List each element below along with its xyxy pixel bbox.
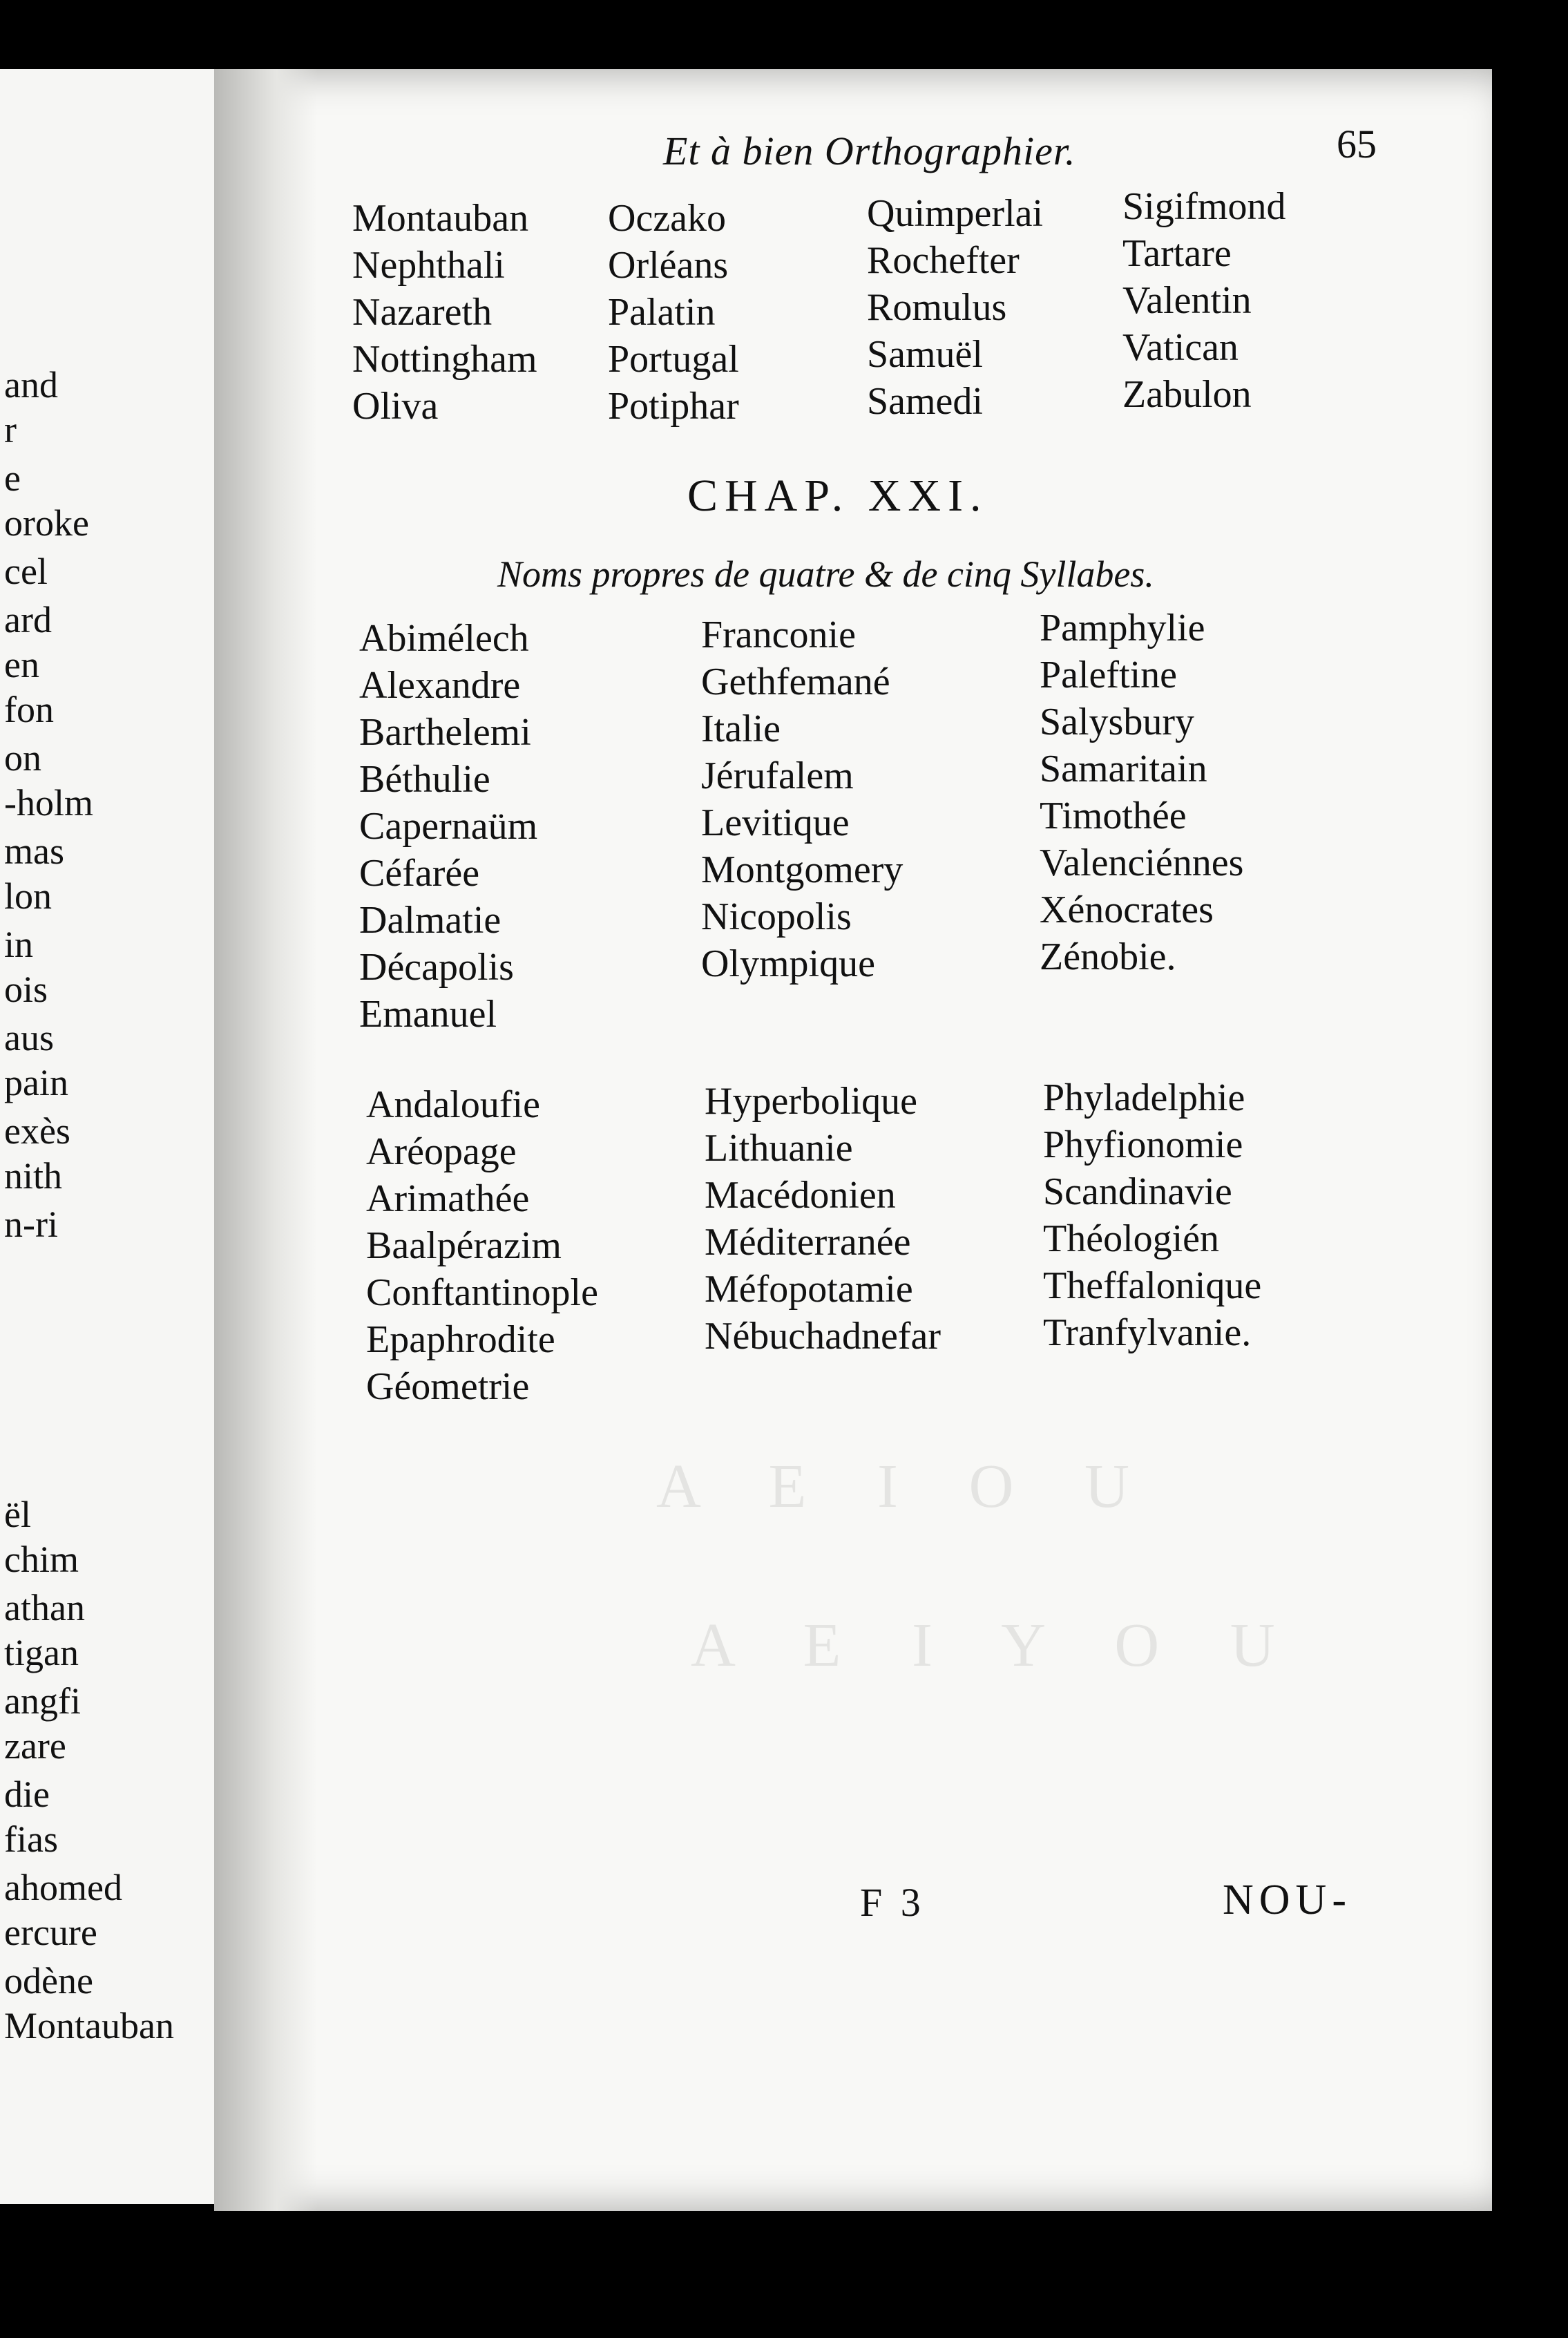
list-item: Valentin xyxy=(1122,279,1252,322)
list-item: Pamphylie xyxy=(1040,607,1205,649)
list-item: Nottingham xyxy=(352,338,537,381)
list-item: Macédonien xyxy=(705,1174,896,1217)
list-item: Valenciénnes xyxy=(1040,842,1244,884)
list-item: Zénobie. xyxy=(1040,935,1176,978)
list-item: Oczako xyxy=(608,197,727,240)
left-page-word: exès xyxy=(4,1110,70,1152)
left-page-word: Montauban xyxy=(4,2005,174,2046)
left-page-word: athan xyxy=(4,1587,85,1628)
list-item: Nazareth xyxy=(352,291,493,334)
list-item: Barthelemi xyxy=(359,711,531,754)
list-item: Céfarée xyxy=(359,852,480,895)
left-page-word: fias xyxy=(4,1818,58,1860)
list-item: Zabulon xyxy=(1122,373,1252,416)
left-page-word: on xyxy=(4,737,41,779)
list-item: Samuël xyxy=(867,333,983,376)
left-page-word: mas xyxy=(4,830,64,872)
list-item: Méditerranée xyxy=(705,1221,911,1264)
five-syllable-column-1 xyxy=(366,1081,598,1410)
top-list-column-2 xyxy=(608,195,739,430)
left-page-word: n-ri xyxy=(4,1204,58,1245)
list-item: Conftantinople xyxy=(366,1271,598,1314)
top-list-column-4 xyxy=(1122,183,1285,418)
list-item: Potiphar xyxy=(608,385,739,428)
left-page-word: and xyxy=(4,364,58,406)
left-page-word: oroke xyxy=(4,502,89,544)
chapter-title: CHAP. XXI. xyxy=(687,471,988,521)
list-item: Hyperbolique xyxy=(705,1080,917,1123)
list-item: Gethfemané xyxy=(701,660,890,703)
list-item: Portugal xyxy=(608,338,739,381)
left-page-word: angfi xyxy=(4,1680,81,1722)
list-item: Epaphrodite xyxy=(366,1318,555,1361)
left-page-word: ël xyxy=(4,1494,31,1535)
page-number: 65 xyxy=(1337,122,1377,167)
four-syllable-column-2 xyxy=(701,611,903,987)
five-syllable-column-3 xyxy=(1043,1074,1261,1356)
left-page-word: in xyxy=(4,924,34,965)
left-page-word: ahomed xyxy=(4,1867,122,1908)
list-item: Orléans xyxy=(608,244,729,287)
left-page-word: tigan xyxy=(4,1632,79,1673)
book-spine-shadow xyxy=(214,69,318,2211)
left-page-word: r xyxy=(4,409,17,450)
left-page-word: e xyxy=(4,457,21,499)
five-syllable-column-2 xyxy=(705,1078,941,1360)
list-item: Lithuanie xyxy=(705,1127,853,1170)
list-item: Romulus xyxy=(867,286,1007,329)
left-page-word: pain xyxy=(4,1062,68,1103)
list-item: Arimathée xyxy=(366,1177,530,1220)
list-item: Capernaüm xyxy=(359,805,538,848)
left-page-word: die xyxy=(4,1774,50,1815)
list-item: Géometrie xyxy=(366,1365,530,1408)
list-item: Jérufalem xyxy=(701,754,854,797)
left-page-word: lon xyxy=(4,875,52,917)
left-page-word: ard xyxy=(4,599,52,640)
left-page-word: -holm xyxy=(4,782,93,824)
list-item: Andaloufie xyxy=(366,1083,540,1126)
list-item: Tartare xyxy=(1122,232,1232,275)
left-page-word: ois xyxy=(4,969,48,1010)
list-item: Abimélech xyxy=(359,617,529,660)
list-item: Méfopotamie xyxy=(705,1268,913,1311)
left-page-word: en xyxy=(4,644,39,685)
list-item: Rochefter xyxy=(867,239,1020,282)
list-item: Italie xyxy=(701,707,781,750)
list-item: Sigifmond xyxy=(1122,185,1286,228)
list-item: Palatin xyxy=(608,291,716,334)
list-item: Vatican xyxy=(1122,326,1239,369)
list-item: Samedi xyxy=(867,380,983,423)
list-item: Phyfionomie xyxy=(1043,1123,1243,1166)
list-item: Scandinavie xyxy=(1043,1170,1232,1213)
list-item: Xénocrates xyxy=(1040,888,1214,931)
list-item: Montauban xyxy=(352,197,529,240)
list-item: Theffalonique xyxy=(1043,1264,1262,1307)
top-list-column-1 xyxy=(352,195,537,430)
left-page-word: nith xyxy=(4,1155,63,1197)
list-item: Nébuchadnefar xyxy=(705,1315,941,1358)
list-item: Olympique xyxy=(701,942,875,985)
list-item: Samaritain xyxy=(1040,748,1207,790)
list-item: Baalpérazim xyxy=(366,1224,562,1267)
list-item: Paleftine xyxy=(1040,654,1178,696)
list-item: Décapolis xyxy=(359,946,514,989)
running-head: Et à bien Orthographier. xyxy=(663,129,1076,173)
catchword: NOU- xyxy=(1223,1876,1352,1923)
left-page-word: zare xyxy=(4,1725,66,1767)
list-item: Alexandre xyxy=(359,664,521,707)
left-page-word: aus xyxy=(4,1017,54,1058)
list-item: Nicopolis xyxy=(701,895,852,938)
list-item: Oliva xyxy=(352,385,439,428)
list-item: Tranfylvanie. xyxy=(1043,1311,1252,1354)
four-syllable-column-3 xyxy=(1040,605,1243,980)
list-item: Aréopage xyxy=(366,1130,517,1173)
list-item: Emanuel xyxy=(359,993,497,1036)
top-list-column-3 xyxy=(867,190,1043,425)
left-page-word: chim xyxy=(4,1539,79,1580)
list-item: Dalmatie xyxy=(359,899,501,942)
left-page-word: ercure xyxy=(4,1912,97,1953)
bleed-through-letters-2: A E I Y O U xyxy=(691,1611,1303,1680)
list-item: Phyladelphie xyxy=(1043,1076,1245,1119)
bleed-through-letters: A E I O U xyxy=(656,1452,1157,1521)
list-item: Nephthali xyxy=(352,244,505,287)
list-item: Franconie xyxy=(701,614,856,656)
list-item: Salysbury xyxy=(1040,701,1194,743)
four-syllable-column-1 xyxy=(359,615,537,1038)
list-item: Levitique xyxy=(701,801,850,844)
list-item: Théologién xyxy=(1043,1217,1220,1260)
list-item: Montgomery xyxy=(701,848,903,891)
signature-mark: F 3 xyxy=(860,1880,925,1925)
list-item: Quimperlai xyxy=(867,192,1044,235)
left-page-word: cel xyxy=(4,551,48,592)
left-page-word: fon xyxy=(4,689,54,730)
list-item: Béthulie xyxy=(359,758,490,801)
list-item: Timothée xyxy=(1040,795,1187,837)
chapter-subtitle: Noms propres de quatre & de cinq Syllabes. xyxy=(497,553,1154,595)
left-page-word: odène xyxy=(4,1960,93,2002)
